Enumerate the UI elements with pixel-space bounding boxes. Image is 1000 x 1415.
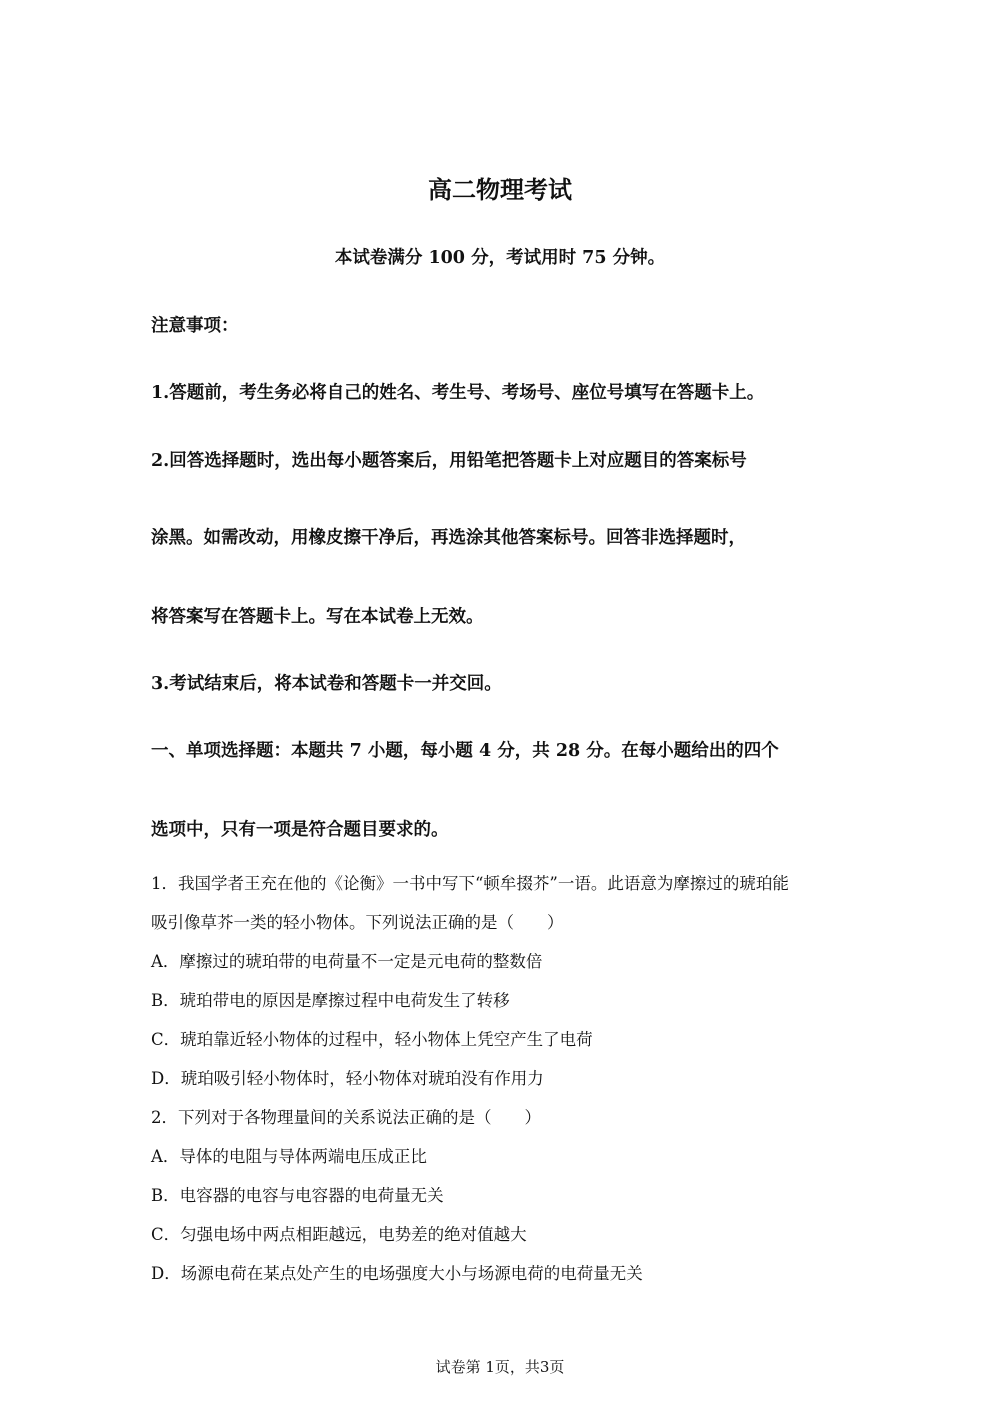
page-footer: 试卷第 1页，共3页	[435, 1358, 565, 1376]
question-1-stem-line-1: 1．我国学者王充在他的《论衡》一书中写下“顿牟掇芥”一语。此语意为摩擦过的琥珀能	[151, 874, 789, 893]
question-2-option-c: C．匀强电场中两点相距越远，电势差的绝对值越大	[151, 1225, 527, 1244]
notice-item-1: 1.答题前，考生务必将自己的姓名、考生号、考场号、座位号填写在答题卡上。	[151, 383, 765, 403]
question-2-stem: 2．下列对于各物理量间的关系说法正确的是（ ）	[151, 1108, 541, 1127]
question-2-option-a: A．导体的电阻与导体两端电压成正比	[151, 1147, 427, 1166]
notice-item-2-line-2: 涂黑。如需改动，用橡皮擦干净后，再选涂其他答案标号。回答非选择题时，	[151, 528, 746, 548]
question-1-option-a: A．摩擦过的琥珀带的电荷量不一定是元电荷的整数倍	[151, 952, 543, 971]
question-1-option-d: D．琥珀吸引轻小物体时，轻小物体对琥珀没有作用力	[151, 1069, 544, 1088]
section-heading-line-2: 选项中，只有一项是符合题目要求的。	[151, 820, 449, 840]
notice-item-2-line-1: 2.回答选择题时，选出每小题答案后，用铅笔把答题卡上对应题目的答案标号	[151, 451, 747, 471]
notice-heading: 注意事项：	[151, 316, 239, 336]
question-1-option-b: B．琥珀带电的原因是摩擦过程中电荷发生了转移	[151, 991, 510, 1010]
question-2-option-b: B．电容器的电容与电容器的电荷量无关	[151, 1186, 444, 1205]
question-1-stem-line-2: 吸引像草芥一类的轻小物体。下列说法正确的是（ ）	[151, 913, 564, 932]
question-2-option-d: D．场源电荷在某点处产生的电场强度大小与场源电荷的电荷量无关	[151, 1264, 643, 1283]
notice-item-2-line-3: 将答案写在答题卡上。写在本试卷上无效。	[151, 607, 484, 627]
exam-subtitle: 本试卷满分 100 分，考试用时 75 分钟。	[334, 248, 666, 268]
section-heading-line-1: 一、单项选择题：本题共 7 小题，每小题 4 分，共 28 分。在每小题给出的四个	[151, 741, 779, 761]
question-1-option-c: C．琥珀靠近轻小物体的过程中，轻小物体上凭空产生了电荷	[151, 1030, 593, 1049]
exam-title: 高二物理考试	[428, 176, 572, 204]
notice-item-3: 3.考试结束后，将本试卷和答题卡一并交回。	[151, 674, 502, 694]
